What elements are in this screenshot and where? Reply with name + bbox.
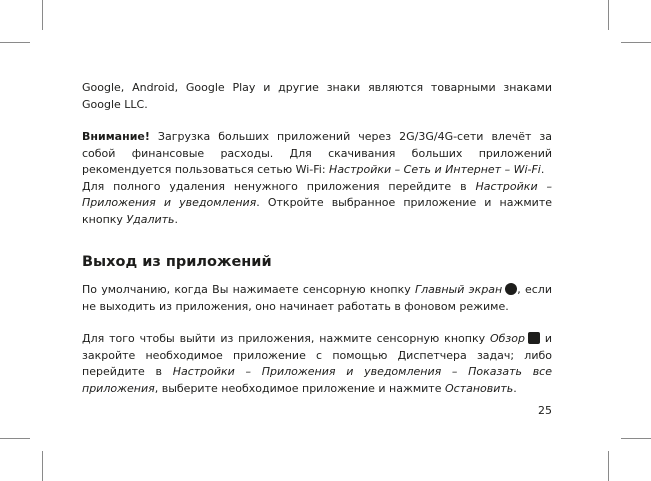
crop-mark-top-left-vertical bbox=[42, 0, 43, 30]
wifi-settings-path: Настройки – Сеть и Интернет – Wi-Fi bbox=[329, 163, 541, 176]
home-screen-ref: Главный экран bbox=[414, 283, 503, 296]
stop-button-ref: Остановить bbox=[444, 381, 514, 395]
crop-mark-bottom-left-vertical bbox=[42, 451, 43, 481]
uninstall-paragraph: Для полного удаления ненужного приложения перейдите в Настройки – Приложения и уведомления. Откройте выбранное приложение и нажмите кнопку Удалить. bbox=[82, 179, 553, 226]
crop-mark-top-right-vertical bbox=[608, 0, 609, 30]
home-circle-icon bbox=[505, 283, 517, 295]
warning-paragraph: Внимание! Загрузка больших приложений через 2G/3G/4G-сети влечёт за собой финансовые расходы. Для скачивания больших приложений рекомендуется пользоваться сетью Wi-Fi: Настройки – Сеть и Интернет – Wi-Fi. bbox=[82, 130, 552, 176]
crop-mark-bottom-left-horizontal bbox=[0, 438, 30, 439]
overview-ref: Обзор bbox=[489, 332, 525, 345]
page-number: 25 bbox=[538, 404, 552, 417]
delete-button-ref: Удалить bbox=[126, 212, 175, 226]
page-content bbox=[82, 80, 552, 397]
crop-mark-bottom-right-vertical bbox=[608, 451, 609, 481]
apps-settings-path: Настройки – Приложения и уведомления bbox=[82, 179, 552, 209]
section-heading: Выход из приложений bbox=[82, 254, 272, 270]
crop-mark-top-right-horizontal bbox=[621, 42, 651, 43]
exit-paragraph: Для того чтобы выйти из приложения, нажмите сенсорную кнопку Обзор и закройте необходимое приложение с помощью Диспетчера задач; либо перейдите в Настройки – Приложения и уведомления – Показать все приложения, выберите необходимое приложение и нажмите Остановить. bbox=[82, 332, 552, 395]
overview-square-icon bbox=[528, 332, 540, 344]
trademark-paragraph bbox=[82, 80, 552, 113]
crop-mark-top-left-horizontal bbox=[0, 42, 30, 43]
warning-label: Внимание! bbox=[82, 130, 150, 143]
background-paragraph: По умолчанию, когда Вы нажимаете сенсорную кнопку Главный экран , если не выходить из приложения, оно начинает работать в фоновом режиме. bbox=[82, 283, 552, 313]
warning-text: Загрузка больших приложений через 2G/3G/4G-сети влечёт за собой финансовые расходы. Для скачивания больших приложений рекомендуется пользоваться сетью Wi-Fi: bbox=[82, 130, 552, 176]
crop-mark-bottom-right-horizontal bbox=[621, 438, 651, 439]
trademark-text: Google, Android, Google Play и другие знаки являются товарными знаками Google LLC. bbox=[82, 81, 552, 111]
show-all-apps-path: Настройки – Приложения и уведомления – Показать все приложения bbox=[82, 365, 552, 395]
